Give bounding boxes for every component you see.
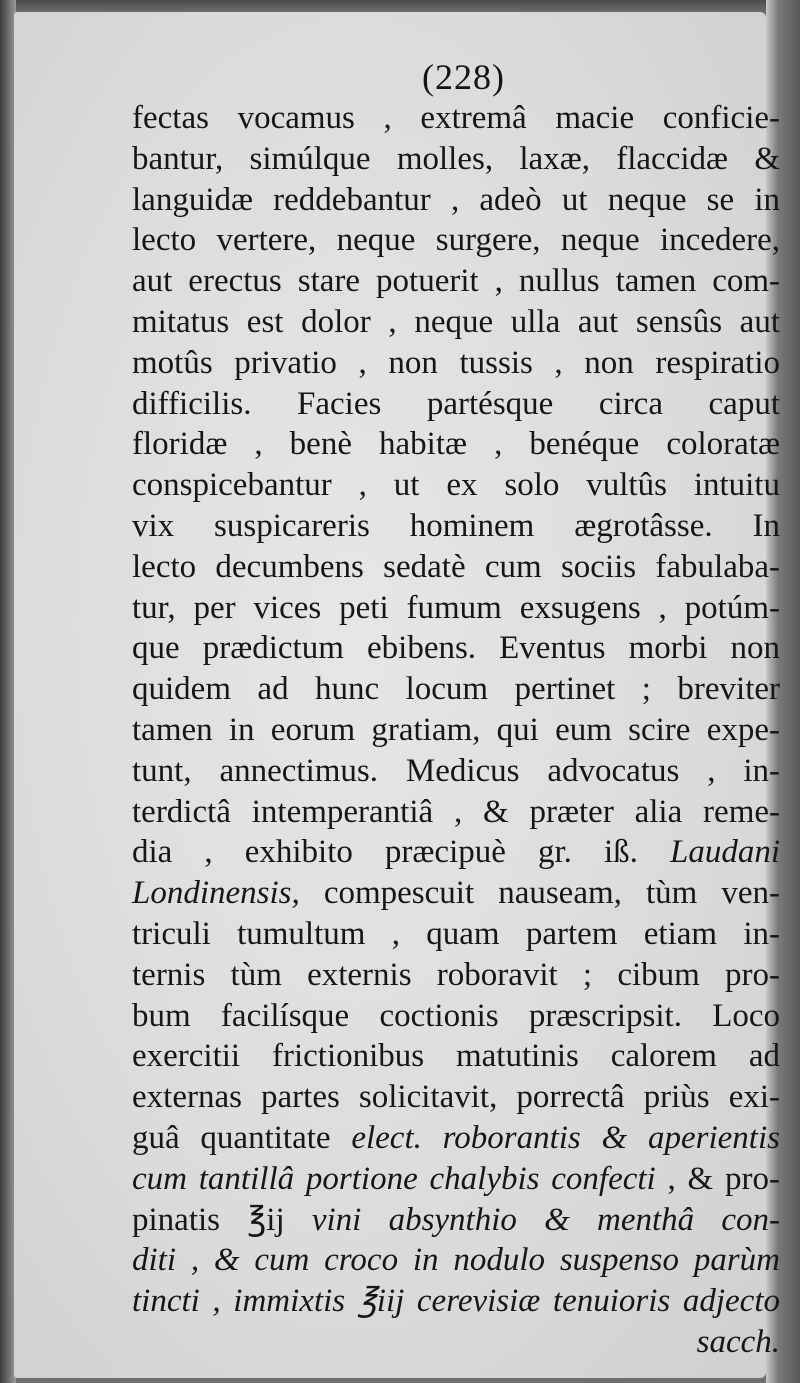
text-line (132, 261, 780, 302)
text-line (132, 1159, 780, 1200)
line-text: triculi tumultum , quam partem etiam in- (132, 915, 780, 952)
line-italic-text: cum tantillâ portione chalybis confecti (132, 1160, 656, 1197)
text-line (132, 832, 780, 873)
line-text: dia , exhibito præcipuè gr. iß. (132, 834, 638, 871)
text-line (132, 506, 780, 547)
line-italic-text: Laudani (669, 834, 780, 871)
line-text: , & pro- (655, 1160, 780, 1197)
text-line (132, 873, 780, 914)
line-text: lecto vertere, neque surgere, neque incedere, (132, 222, 780, 259)
text-line (132, 710, 780, 751)
line-text: quidem ad hunc locum pertinet ; breviter (132, 671, 780, 708)
text-line (132, 220, 780, 261)
line-text: languidæ reddebantur , adeò ut neque se in (132, 181, 780, 218)
line-text: tur, per vices peti fumum exsugens , potúm- (132, 589, 780, 626)
text-line (132, 628, 780, 669)
line-italic-text: vini absynthio & menthâ con- (311, 1201, 781, 1238)
text-line (132, 98, 780, 139)
line-text: ternis tùm externis roboravit ; cibum pro- (132, 956, 780, 993)
line-italic-text: tincti , immixtis ℥iij cerevisiæ tenuioris adjecto (132, 1283, 780, 1320)
text-line (132, 1240, 780, 1281)
line-text: aut erectus stare potuerit , nullus tamen com- (132, 263, 780, 300)
line-text: motûs privatio , non tussis , non respiratio (132, 344, 780, 381)
text-line (132, 914, 780, 955)
line-text: lecto decumbens sedatè cum sociis fabulaba- (132, 548, 780, 585)
text-line (132, 1077, 780, 1118)
text-line (132, 669, 780, 710)
line-text: mitatus est dolor , neque ulla aut sensûs aut (132, 303, 780, 340)
text-line (132, 1281, 780, 1322)
text-line (132, 384, 780, 425)
line-text: tunt, annectimus. Medicus advocatus , in- (132, 752, 780, 789)
text-line (132, 424, 780, 465)
line-italic-text: elect. roborantis & aperientis (351, 1119, 780, 1156)
text-line (132, 1118, 780, 1159)
line-italic-text: sacch. (696, 1323, 780, 1360)
line-text: exercitii frictionibus matutinis calorem ad (132, 1038, 780, 1075)
line-text: tamen in eorum gratiam, qui eum scire expe- (132, 711, 780, 748)
catchword (132, 1322, 780, 1363)
line-text: vix suspicareris hominem ægrotâsse. In (132, 507, 780, 544)
text-line (132, 588, 780, 629)
text-line (132, 180, 780, 221)
text-line (132, 751, 780, 792)
line-text: pinatis ℥ij (132, 1201, 285, 1238)
line-text: externas partes solicitavit, porrectâ priùs exi- (132, 1079, 780, 1116)
line-text: que prædictum ebibens. Eventus morbi non (132, 630, 780, 667)
line-text: terdictâ intemperantiâ , & præter alia reme- (132, 793, 780, 830)
text-line (132, 139, 780, 180)
text-line (132, 792, 780, 833)
line-text: floridæ , benè habitæ , benéque coloratæ (132, 426, 780, 463)
line-text: difficilis. Facies partésque circa caput (132, 385, 780, 422)
line-text: bum facilísque coctionis præscripsit. Loco (132, 997, 780, 1034)
text-line (132, 302, 780, 343)
line-text: compescuit nauseam, tùm ven- (299, 875, 780, 912)
page-number: (228) (422, 57, 505, 97)
line-italic-text: diti , & cum croco in nodulo suspenso parùm (132, 1242, 780, 1279)
line-text: bantur, simúlque molles, laxæ, flaccidæ & (132, 140, 780, 177)
text-line (132, 343, 780, 384)
text-line (132, 465, 780, 506)
text-line (132, 996, 780, 1037)
text-line (132, 1036, 780, 1077)
line-text: guâ quantitate (132, 1119, 331, 1156)
body-text (132, 98, 780, 1363)
text-line (132, 955, 780, 996)
line-text: conspicebantur , ut ex solo vultûs intuitu (132, 467, 780, 504)
text-line (132, 1200, 780, 1241)
text-line (132, 547, 780, 588)
line-text: fectas vocamus , extremâ macie conficie- (132, 100, 780, 136)
line-italic-text: Londinensis, (132, 875, 300, 912)
book-page (14, 12, 781, 1378)
